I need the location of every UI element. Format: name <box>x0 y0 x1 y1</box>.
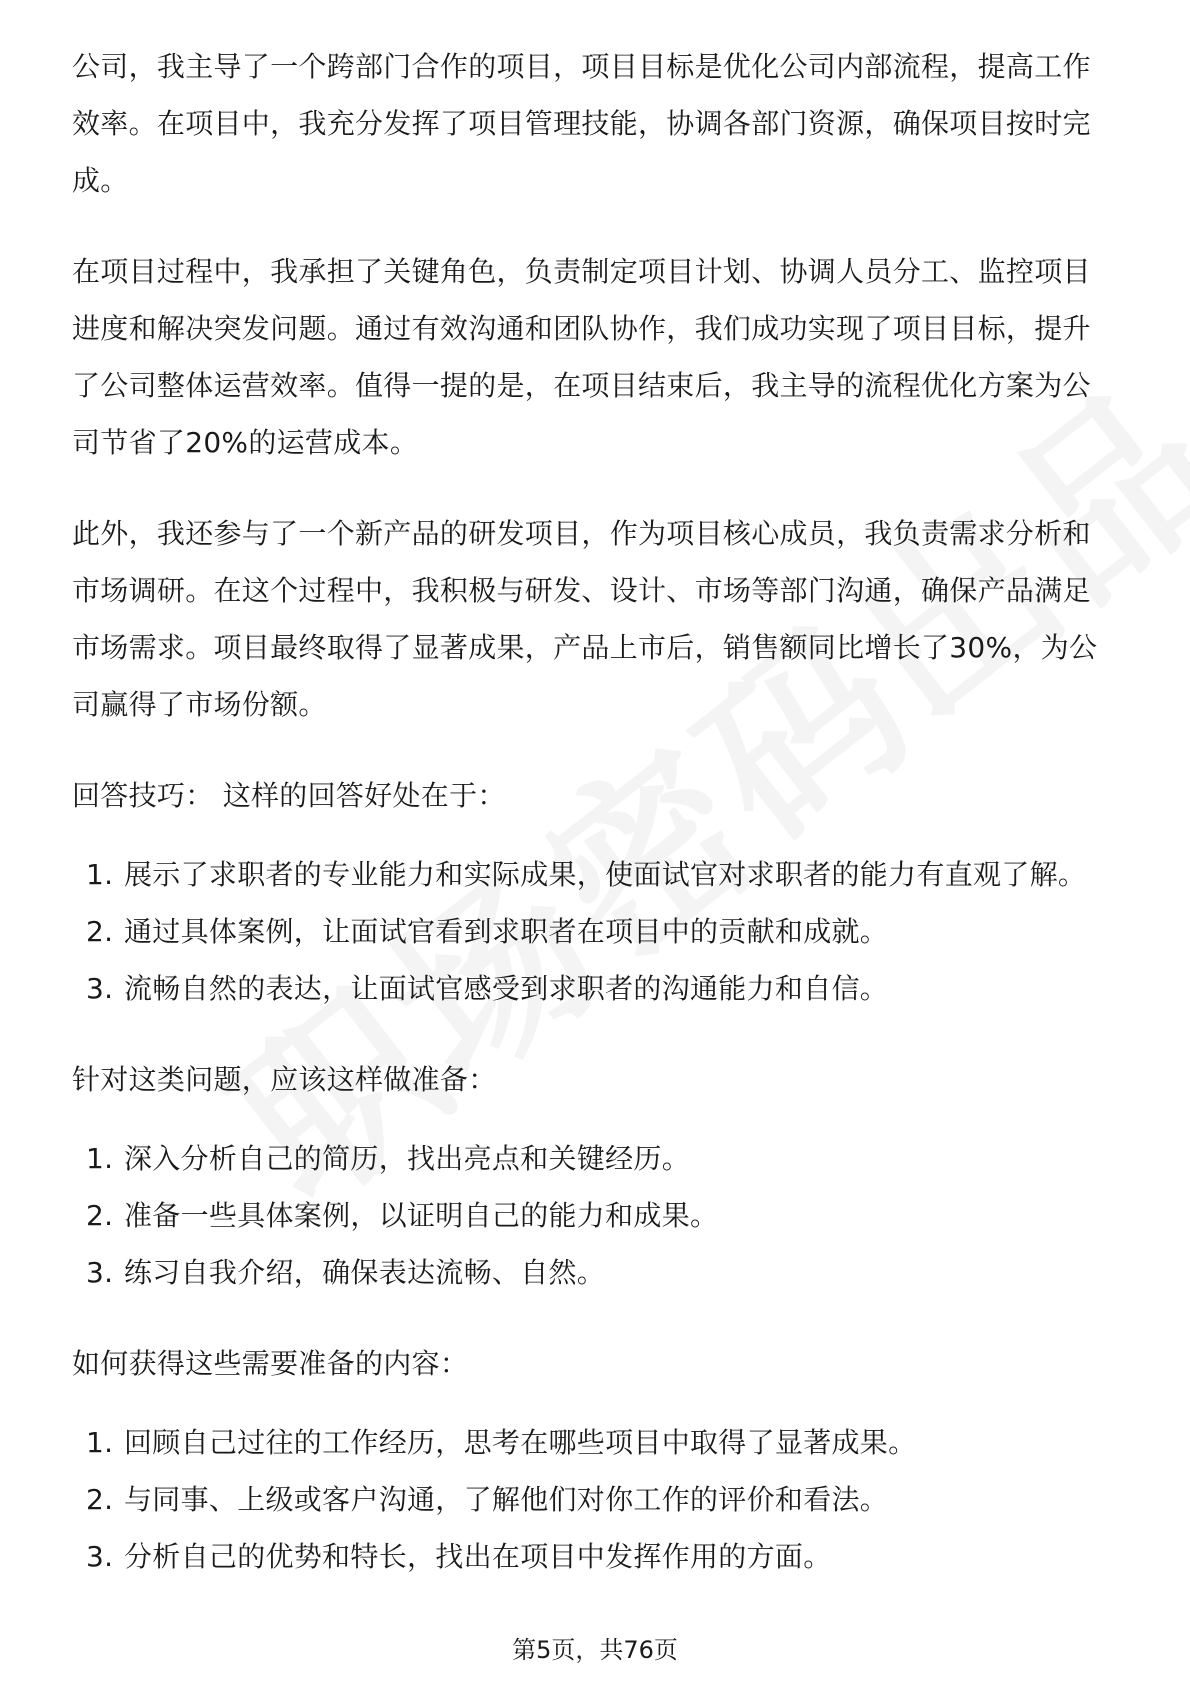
prepare-list <box>72 1130 1118 1301</box>
list-text: 练习自我介绍，确保表达流畅、自然。 <box>124 1256 606 1289</box>
list-item <box>72 903 1118 960</box>
list-number: 2. <box>86 1483 114 1516</box>
list-item <box>72 960 1118 1017</box>
list-number: 1. <box>86 858 114 891</box>
list-item <box>72 1414 1118 1471</box>
tips-label: 回答技巧： 这样的回答好处在于： <box>72 779 506 812</box>
list-text: 深入分析自己的简历，找出亮点和关键经历。 <box>124 1142 691 1175</box>
list-item <box>72 1130 1118 1187</box>
list-item <box>72 1528 1118 1585</box>
page-footer: 第5页，共76页 <box>512 1636 678 1664</box>
list-number: 3. <box>86 972 114 1005</box>
list-number: 2. <box>86 1199 114 1232</box>
list-text: 回顾自己过往的工作经历，思考在哪些项目中取得了显著成果。 <box>124 1426 917 1459</box>
list-item <box>72 846 1118 903</box>
list-text: 与同事、上级或客户沟通，了解他们对你工作的评价和看法。 <box>124 1483 889 1516</box>
list-number: 1. <box>86 1142 114 1175</box>
list-number: 1. <box>86 1426 114 1459</box>
list-text: 展示了求职者的专业能力和实际成果，使面试官对求职者的能力有直观了解。 <box>124 858 1087 891</box>
list-item <box>72 1471 1118 1528</box>
paragraph-2: 在项目过程中，我承担了关键角色，负责制定项目计划、协调人员分工、监控项目进度和解决突发问题。通过有效沟通和团队协作，我们成功实现了项目目标，提升了公司整体运营效率。值得一提的是，在项目结束后，我主导的流程优化方案为公司节省了20%的运营成本。 <box>72 255 1091 459</box>
obtain-label: 如何获得这些需要准备的内容： <box>72 1347 469 1380</box>
list-item <box>72 1187 1118 1244</box>
list-number: 3. <box>86 1540 114 1573</box>
list-text: 流畅自然的表达，让面试官感受到求职者的沟通能力和自信。 <box>124 972 889 1005</box>
prepare-label: 针对这类问题，应该这样做准备： <box>72 1063 497 1096</box>
document-body <box>72 38 1118 1619</box>
list-number: 3. <box>86 1256 114 1289</box>
paragraph-1: 公司，我主导了一个跨部门合作的项目，项目目标是优化公司内部流程，提高工作效率。在项目中，我充分发挥了项目管理技能，协调各部门资源，确保项目按时完成。 <box>72 50 1091 197</box>
paragraph-3: 此外，我还参与了一个新产品的研发项目，作为项目核心成员，我负责需求分析和市场调研。在这个过程中，我积极与研发、设计、市场等部门沟通，确保产品满足市场需求。项目最终取得了显著成果，产品上市后，销售额同比增长了30%，为公司赢得了市场份额。 <box>72 517 1098 721</box>
list-text: 分析自己的优势和特长，找出在项目中发挥作用的方面。 <box>124 1540 832 1573</box>
list-item <box>72 1244 1118 1301</box>
tips-list <box>72 846 1118 1017</box>
list-text: 准备一些具体案例，以证明自己的能力和成果。 <box>124 1199 719 1232</box>
list-text: 通过具体案例，让面试官看到求职者在项目中的贡献和成就。 <box>124 915 889 948</box>
list-number: 2. <box>86 915 114 948</box>
obtain-list <box>72 1414 1118 1585</box>
